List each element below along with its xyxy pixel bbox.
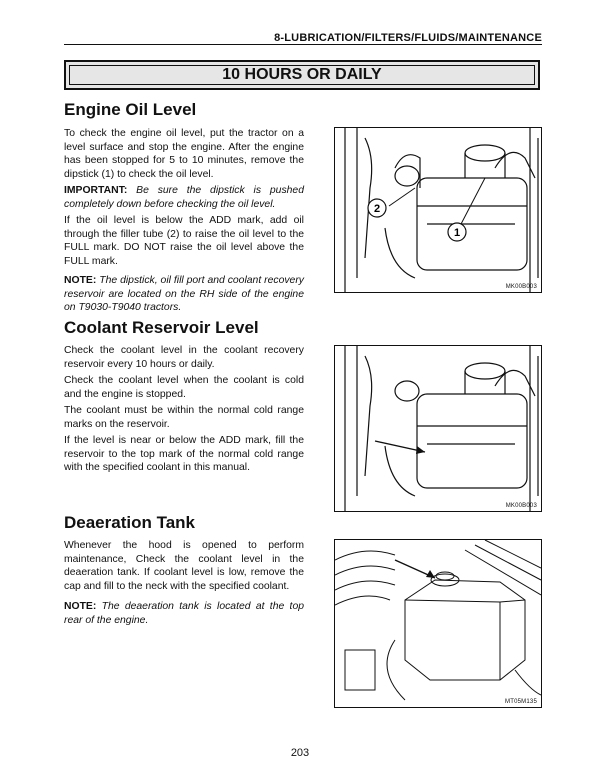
figure-dipstick [334, 127, 542, 293]
coolant-paragraph-2: Check the coolant level when the coolant is cold and the engine is stopped. [64, 375, 304, 400]
figure-code: MT05M135 [505, 699, 537, 705]
deaeration-note [64, 600, 304, 627]
page-number: 203 [290, 747, 310, 759]
callout-1: 1 [453, 227, 461, 239]
important-text: Be sure the dipstick is pushed completely down before checking the oil level. [64, 185, 304, 210]
coolant-heading: Coolant Reservoir Level [64, 318, 259, 337]
figure-deaeration-tank [334, 539, 542, 708]
banner-title: 10 HOURS OR DAILY [222, 66, 382, 83]
figure-code: MK00B003 [505, 503, 537, 509]
coolant-paragraph-3: The coolant must be within the normal cold range marks on the reservoir. [64, 405, 304, 430]
note-label: NOTE: [64, 601, 97, 612]
running-header [64, 28, 542, 45]
deaeration-heading: Deaeration Tank [64, 513, 196, 532]
engine-oil-note [64, 274, 304, 315]
engine-oil-paragraph-1: To check the engine oil level, put the tractor on a level surface and stop the engine. After the engine has been stopped for 5 to 10 minutes, remove the dipstick (1) to check the oil level. [64, 128, 304, 180]
figure-coolant-reservoir [334, 345, 542, 512]
header-text: 8-LUBRICATION/FILTERS/FLUIDS/MAINTENANCE [274, 32, 542, 44]
coolant-paragraph-1: Check the coolant level in the coolant recovery reservoir every 10 hours or daily. [64, 345, 304, 370]
important-label: IMPORTANT: [64, 185, 128, 196]
callout-2: 2 [373, 203, 381, 215]
note-label: NOTE: [64, 275, 97, 286]
coolant-paragraph-4: If the level is near or below the ADD mark, fill the reservoir to the top mark of the normal cold range with the specified coolant in this manual. [64, 435, 304, 474]
coolant-reservoir-illustration [335, 346, 541, 511]
note-text: The dipstick, oil fill port and coolant recovery reservoir are located on the RH side of the engine on T9030-T9040 tractors. [64, 275, 304, 314]
figure-code: MK00B003 [505, 284, 537, 290]
section-banner [64, 60, 540, 90]
engine-oil-heading: Engine Oil Level [64, 100, 197, 119]
engine-oil-important [64, 184, 304, 211]
engine-oil-paragraph-2: If the oil level is below the ADD mark, add oil through the filler tube (2) to raise the oil level to the FULL mark. DO NOT raise the oil level above the FULL mark. [64, 215, 304, 267]
note-text: The deaeration tank is located at the top rear of the engine. [64, 601, 304, 626]
deaeration-paragraph-1: Whenever the hood is opened to perform maintenance, Check the coolant level in the deaeration tank. If coolant level is low, remove the cap and fill to the neck with the specified coolant. [64, 540, 304, 592]
deaeration-tank-illustration [335, 540, 541, 707]
dipstick-illustration [335, 128, 541, 292]
